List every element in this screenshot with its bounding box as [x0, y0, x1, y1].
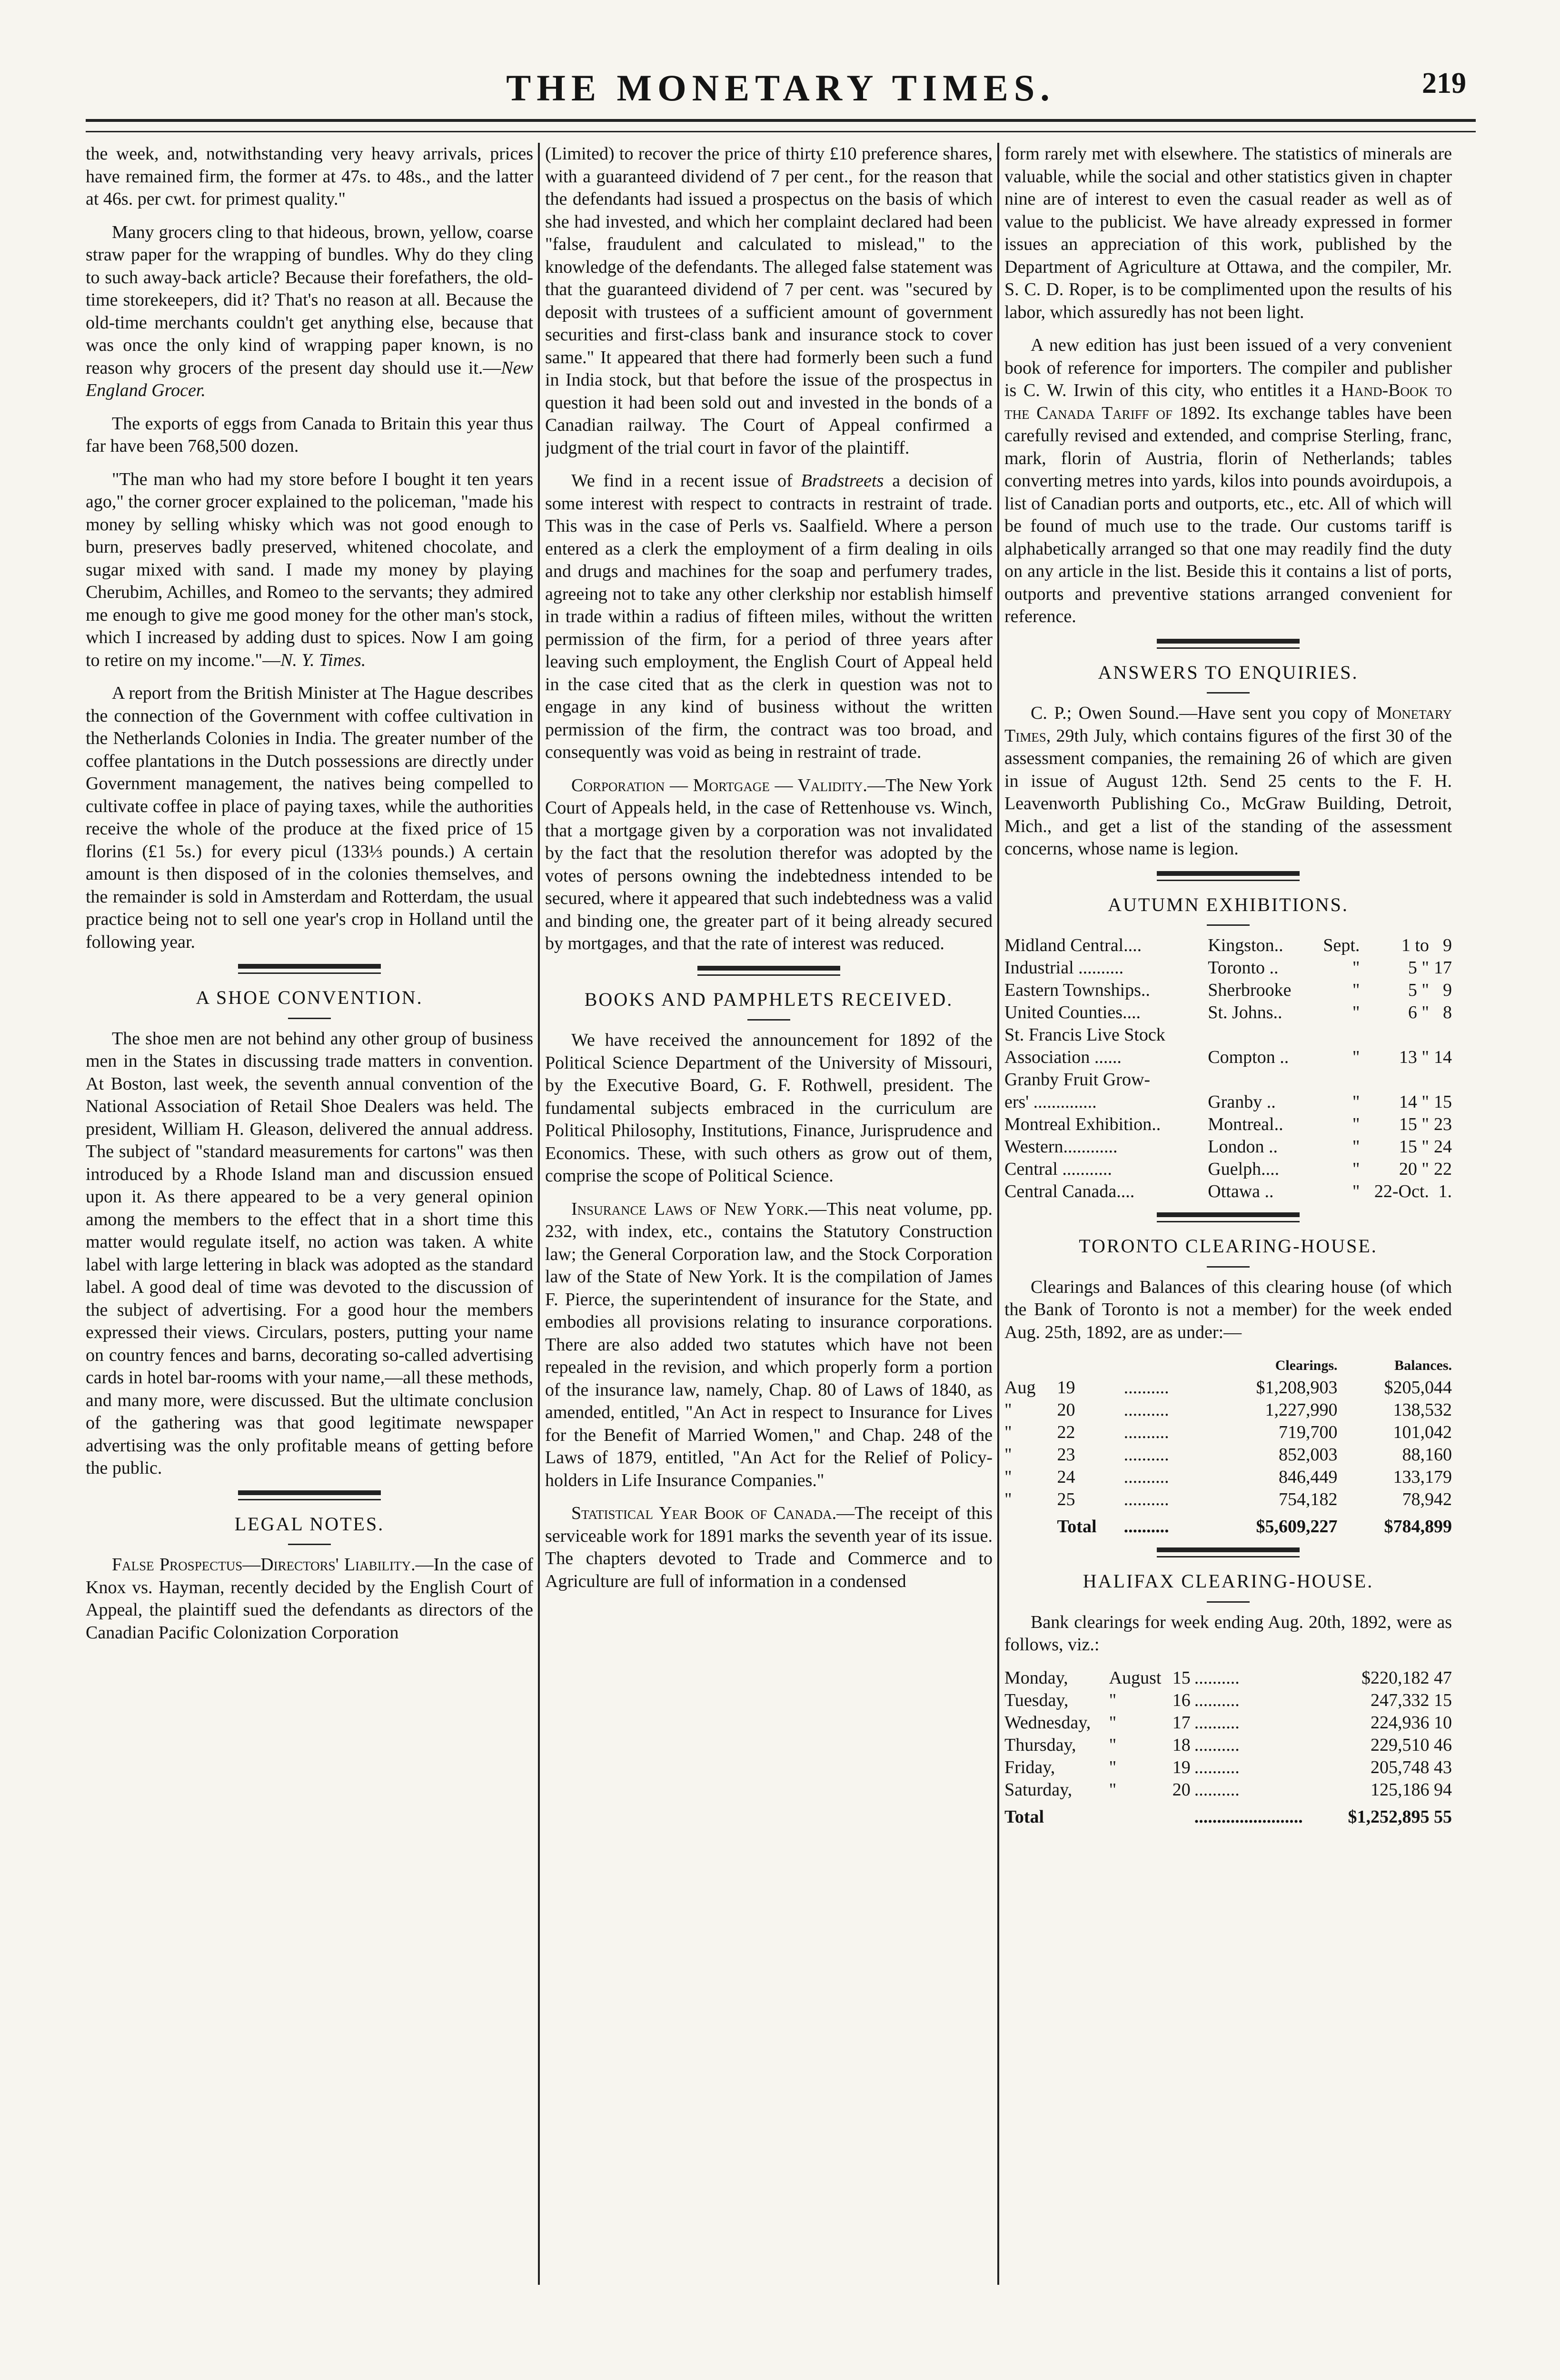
table-cell: Midland Central....	[1004, 935, 1142, 955]
header-rule-thin	[86, 131, 1476, 132]
halifax-clearing-table	[1004, 1667, 1452, 1828]
table-cell: 247,332 15	[1371, 1690, 1452, 1710]
paragraph-lead: Corporation — Mortgage — Validity.	[571, 775, 867, 795]
table-cell: 229,510 46	[1371, 1735, 1452, 1755]
paragraph-text: —The receipt of this serviceable work for 1891 marks the seventh year of its issue. The chapters devoted to Trade and Commerce and to Agriculture are full of information in a condensed	[545, 1503, 993, 1591]
table-cell: 20	[1172, 1779, 1191, 1800]
table-cell: Compton ..	[1208, 1047, 1289, 1067]
table-cell	[1172, 1801, 1194, 1828]
table-row	[1004, 1689, 1452, 1712]
publication-name: Monetary Times	[1004, 703, 1452, 746]
table-row	[1004, 1158, 1452, 1180]
table-cell: Total	[1004, 1806, 1044, 1827]
table-row	[1004, 1421, 1452, 1444]
heading-dash	[1207, 924, 1250, 926]
paragraph: The exports of eggs from Canada to Britain this year thus far have been 768,500 dozen.	[86, 413, 533, 456]
table-row	[1004, 1091, 1452, 1113]
table-cell: $1,208,903	[1256, 1378, 1338, 1398]
section-separator	[697, 966, 840, 971]
table-cell	[1004, 1511, 1057, 1538]
section-separator-thin	[1157, 1556, 1300, 1557]
section-separator	[1157, 871, 1300, 876]
section-separator-thin	[1157, 880, 1300, 881]
column-header: Clearings.	[1275, 1358, 1338, 1373]
paragraph: (Limited) to recover the price of thirty £10 preference shares, with a guaranteed dividend of 7 per cent., for the reason that the defendants had issued a prospectus on the basis of which she had invested, and which her complaint declared had been "false, fraudulent and calculated to mislead," to the knowledge of the defendants. The alleged false statement was that the guaranteed dividend of 7 per cent. was "secured by deposit with trustees of a sufficient amount of government securities and first-class bank and insurance stock to cover same." It appeared that there had formerly been such a fund in India stock, but that before the issue of the prospectus in question it had been sold out and invested in the bonds of a Canadian railway. The Court of Appeal confirmed a judgment of the trial court in favor of the plaintiff.	[545, 144, 993, 458]
section-separator	[1157, 1212, 1300, 1217]
table-row	[1004, 1734, 1452, 1756]
paragraph-text: —In the case of Knox vs. Hayman, recently decided by the English Court of Appeal, the plaintiff sued the defendants as directors of the Canadian Pacific Colonization Corporation	[86, 1555, 533, 1643]
table-cell: 101,042	[1393, 1422, 1452, 1442]
table-cell: ..........	[1123, 1400, 1169, 1420]
table-cell: 15 "	[1399, 1114, 1429, 1134]
paragraph: We have received the announcement for 1892 of the Political Science Department of the University of Missouri, by the Executive Board, G. F. Rothwell, president. The fundamental subjects embraced in the curriculum are Political Philosophy, Institutions, Finance, Jurisprudence and Economics. These, with such others as grow out of them, comprise the scope of Political Science.	[545, 1030, 993, 1186]
table-cell: Industrial ..........	[1004, 958, 1124, 978]
table-cell: Montreal Exhibition..	[1004, 1114, 1161, 1134]
column-divider	[997, 143, 999, 2285]
section-heading: AUTUMN EXHIBITIONS.	[1108, 893, 1349, 915]
table-cell: ..........	[1194, 1667, 1240, 1688]
table-cell: Central ...........	[1004, 1159, 1112, 1179]
paragraph	[545, 470, 993, 764]
table-cell: $784,899	[1384, 1517, 1452, 1537]
table-row	[1004, 1377, 1452, 1399]
table-row	[1004, 1113, 1452, 1136]
paragraph-text: C. P.; Owen Sound.—Have sent you copy of	[1031, 703, 1376, 723]
table-cell: Kingston..	[1208, 935, 1283, 955]
source-citation: New England Grocer.	[86, 357, 533, 400]
heading-dash	[1207, 1601, 1250, 1603]
table-cell	[1313, 1069, 1360, 1091]
table-cell: 19	[1172, 1757, 1191, 1777]
publication-name: Bradstreets	[801, 471, 884, 491]
paragraph-text: A new edition has just been issued of a very convenient book of reference for importers. The compiler and publisher is C. W. Irwin of this city, who entitles it a	[1004, 335, 1452, 400]
table-cell: 24	[1057, 1467, 1075, 1487]
column-2	[545, 143, 993, 2285]
table-row	[1004, 1002, 1452, 1024]
paragraph: A report from the British Minister at The Hague describes the connection of the Government with coffee cultivation in the Netherlands Colonies in India. The greater number of the coffee plantations in the Dutch possessions are directly under Government management, the natives being compelled to cultivate coffee in place of paying taxes, while the authorities receive the whole of the produce at the fixed price of 15 florins (£1 5s.) for every picul (133⅓ pounds.) A certain amount is then disposed of in the colonies themselves, and the remainder is sold in Amsterdam and Rotterdam, the usual practice being not to sell one year's crop in Holland until the following year.	[86, 683, 533, 952]
table-row	[1004, 1712, 1452, 1734]
table-cell: $5,609,227	[1256, 1517, 1338, 1537]
table-cell: 23	[1057, 1445, 1075, 1465]
table-cell: 1.	[1438, 1181, 1452, 1201]
table-cell	[1360, 1024, 1429, 1046]
table-cell: 8	[1443, 1002, 1452, 1022]
table-cell: Monday,	[1004, 1667, 1068, 1688]
table-cell: 78,942	[1402, 1489, 1452, 1509]
section-separator-thin	[238, 972, 381, 974]
table-cell: St. Francis Live Stock	[1004, 1025, 1165, 1045]
table-cell: Sherbrooke	[1208, 980, 1292, 1000]
paragraph	[1004, 702, 1452, 861]
table-cell: "	[1352, 1114, 1360, 1134]
table-cell: "	[1352, 1181, 1360, 1201]
table-cell: Saturday,	[1004, 1779, 1073, 1800]
table-cell	[1429, 1024, 1452, 1046]
table-cell	[1109, 1801, 1172, 1828]
paragraph	[545, 774, 993, 955]
table-row	[1004, 1488, 1452, 1511]
table-cell	[1208, 1069, 1313, 1091]
heading-dash	[288, 1544, 331, 1545]
table-cell: "	[1004, 1400, 1012, 1420]
section-heading: BOOKS AND PAMPHLETS RECEIVED.	[584, 988, 954, 1010]
masthead	[86, 48, 1476, 119]
page-number: 219	[1422, 67, 1466, 99]
table-cell: 5 "	[1408, 958, 1429, 978]
table-cell: $220,182 47	[1361, 1667, 1452, 1688]
section-separator	[1157, 639, 1300, 644]
table-cell: Toronto ..	[1208, 958, 1279, 978]
table-cell: Sept.	[1323, 935, 1360, 955]
table-cell: 138,532	[1393, 1400, 1452, 1420]
paragraph: Bank clearings for week ending Aug. 20th, 1892, were as follows, viz.:	[1004, 1612, 1452, 1655]
table-row	[1004, 1180, 1452, 1203]
table-cell: Friday,	[1004, 1757, 1055, 1777]
section-heading: A SHOE CONVENTION.	[196, 987, 423, 1008]
heading-dash	[1207, 692, 1250, 694]
column-divider	[538, 143, 540, 2285]
table-cell: 852,003	[1279, 1445, 1338, 1465]
table-cell: "	[1352, 1092, 1360, 1112]
table-cell: 23	[1434, 1114, 1452, 1134]
table-cell: 719,700	[1279, 1422, 1338, 1442]
paragraph-text: a decision of some interest with respect to contracts in restraint of trade. This was in the case of Perls vs. Saalfield. Where a person entered as a clerk the employment of a firm dealing in oils and drugs and machines for the soap and perfumery trades, agreeing not to take any other clerkship nor establish himself in trade within a radius of fifteen miles, without the written permission of the firm, for a period of three years after leaving such employment, the English Court of Appeal held in the case cited that as the clerk in question was not to engage in any kind of business without the written permission of the firm, the contract was too broad, and consequently was void as being in restraint of trade.	[545, 471, 993, 762]
table-cell: 13 "	[1399, 1047, 1429, 1067]
table-cell: 24	[1434, 1137, 1452, 1157]
table-row	[1004, 957, 1452, 979]
paragraph: The shoe men are not behind any other group of business men in the States in discussing trade matters in convention. At Boston, last week, the seventh annual convention of the National Association of Retail Shoe Dealers was held. The president, William H. Gleason, delivered the annual address. The subject of "standard measurements for cartons" was then introduced by a Rhode Island man and discussion ensued upon it. As there appeared to be a very general opinion among the members to the effect that in a short time this matter would regulate itself, no action was taken. A white label with large lettering in black was adopted as the standard label. A good deal of time was devoted to the discussion of the subject of advertising. For a good hour the members expressed their views. Circulars, posters, putting your name on country fences and barns, decorating so-called advertising cards in hotel bar-rooms with your name,—all these methods, and many more, were discussed. But the ultimate conclusion of the gathering was that good legitimate newspaper advertising was the only profitable means of getting before the public.	[86, 1028, 533, 1478]
table-cell: 133,179	[1393, 1467, 1452, 1487]
table-cell: 22	[1057, 1422, 1075, 1442]
table-cell	[1313, 1024, 1360, 1046]
table-row	[1004, 1046, 1452, 1069]
table-cell: Total	[1057, 1517, 1097, 1537]
table-cell: ..........	[1123, 1422, 1169, 1442]
heading-dash	[288, 1018, 331, 1019]
table-cell: "	[1004, 1422, 1012, 1442]
table-cell: 88,160	[1402, 1445, 1452, 1465]
table-cell: 15	[1434, 1092, 1452, 1112]
table-cell: ..........	[1194, 1712, 1240, 1733]
paragraph-text: "The man who had my store before I bought it ten years ago," the corner grocer explained to the policeman, "made his money by selling whisky which was not good enough to burn, preserves badly preserved, whitened chocolate, and sugar mixed with sand. I made my money by playing Cherubim, Achilles, and Romeo to the servants; they admired me enough to give me good money for the other man's stock, which I increased by adding dust to spices. Now I am going to retire on my income."—	[86, 469, 533, 670]
table-cell: 20 "	[1399, 1159, 1429, 1179]
table-cell: 5 "	[1408, 980, 1429, 1000]
table-cell: ..........	[1123, 1517, 1169, 1537]
table-cell: "	[1352, 1047, 1360, 1067]
table-cell: "	[1352, 1002, 1360, 1022]
section-separator-thin	[1157, 1221, 1300, 1222]
table-cell: Western............	[1004, 1137, 1118, 1157]
source-citation: N. Y. Times.	[280, 650, 366, 670]
table-cell: 19	[1057, 1378, 1075, 1398]
table-cell: 125,186 94	[1371, 1779, 1452, 1800]
table-cell: 20	[1057, 1400, 1075, 1420]
table-cell: "	[1109, 1735, 1117, 1755]
table-cell: 22	[1434, 1159, 1452, 1179]
column-3	[1004, 143, 1452, 2285]
column-header: Balances.	[1394, 1358, 1452, 1373]
table-cell: "	[1109, 1690, 1117, 1710]
section-separator	[238, 964, 381, 969]
table-cell: "	[1352, 980, 1360, 1000]
table-cell: 25	[1057, 1489, 1075, 1509]
table-row	[1004, 1801, 1452, 1828]
table-cell: "	[1352, 1137, 1360, 1157]
paragraph: Clearings and Balances of this clearing house (of which the Bank of Toronto is not a member) for the week ended Aug. 25th, 1892, are as under:—	[1004, 1277, 1452, 1342]
paragraph-text: We find in a recent issue of	[571, 471, 801, 491]
table-cell: "	[1004, 1467, 1012, 1487]
paragraph: the week, and, notwithstanding very heavy arrivals, prices have remained firm, the former at 47s. to 48s., and the latter at 46s. per cwt. for primest quality."	[86, 144, 533, 209]
table-row	[1004, 1399, 1452, 1421]
table-cell: ..........	[1194, 1757, 1240, 1777]
table-cell: 14	[1434, 1047, 1452, 1067]
table-cell: August	[1109, 1667, 1162, 1688]
table-cell: "	[1352, 1159, 1360, 1179]
toronto-clearing-table	[1004, 1354, 1452, 1538]
table-cell: "	[1109, 1712, 1117, 1733]
table-cell: Thursday,	[1004, 1735, 1076, 1755]
table-cell: 754,182	[1279, 1489, 1338, 1509]
table-cell: 9	[1443, 935, 1452, 955]
table-row	[1004, 1756, 1452, 1779]
table-cell	[1429, 1069, 1452, 1091]
heading-dash	[747, 1019, 790, 1021]
section-separator-thin	[238, 1499, 381, 1500]
paragraph-text: , 29th July, which contains figures of the first 30 of the assessment companies, the remaining 26 of which are given in issue of August 12th. Send 25 cents to the F. H. Leavenworth Publishing Co., McGraw Building, Detroit, Mich., and get a list of the standing of the assessment concerns, whose name is legion.	[1004, 725, 1452, 859]
table-cell: "	[1109, 1779, 1117, 1800]
table-row	[1004, 934, 1452, 957]
table-cell: Eastern Townships..	[1004, 980, 1150, 1000]
table-row	[1004, 1069, 1452, 1091]
table-cell: ..........	[1123, 1489, 1169, 1509]
paragraph	[545, 1198, 993, 1492]
paragraph-text: —The New York Court of Appeals held, in the case of Rettenhouse vs. Winch, that a mortgage given by a corporation was not invalidated by the fact that the resolution therefor was adopted by the votes of persons owning the indebtedness intended to be secured, where it appeared that such indebtedness was a valid and binding one, the greater part of it being already secured by mortgages, and that the rate of interest was reduced.	[545, 775, 993, 953]
paragraph	[86, 221, 533, 402]
section-separator-thin	[697, 974, 840, 976]
paragraph	[1004, 334, 1452, 628]
paragraph-lead: Insurance Laws of New York.	[571, 1199, 809, 1219]
table-cell: St. Johns..	[1208, 1002, 1282, 1022]
paragraph-text: Its exchange tables have been carefully revised and extended, and comprise Sterling, franc, mark, florin of Austria, florin of Netherlands; tables converting metres into yards, kilos into pounds avoirdupois, a list of Canadian ports and outports, etc., etc. All of which will be found of much use to the trade. Our customs tariff is alphabetically arranged so that one may readily find the duty on any article in the list. Beside this it contains a list of ports, outports and preventive stations arranged convenient for reference.	[1004, 403, 1452, 626]
table-cell: 205,748 43	[1371, 1757, 1452, 1777]
paragraph	[86, 1554, 533, 1644]
section-heading: HALIFAX CLEARING-HOUSE.	[1083, 1570, 1374, 1592]
table-row	[1004, 1136, 1452, 1158]
heading-dash	[1207, 1266, 1250, 1268]
table-cell: "	[1352, 958, 1360, 978]
table-cell: 1 to	[1401, 935, 1429, 955]
table-cell: ..........	[1194, 1690, 1240, 1710]
table-cell: Guelph....	[1208, 1159, 1280, 1179]
table-row	[1004, 1667, 1452, 1689]
paragraph: form rarely met with elsewhere. The statistics of minerals are valuable, while the social and other statistics given in chapter nine are of interest to even the casual reader as well as of value to the publicist. We have already expressed in former issues an appreciation of this work, published by the Department of Agriculture at Ottawa, and the compiler, Mr. S. C. D. Roper, is to be complimented upon the results of his labor, which assuredly has not been light.	[1004, 144, 1452, 322]
table-row	[1004, 979, 1452, 1002]
header-rule	[86, 119, 1476, 122]
book-title: Hand-Book to the Canada Tariff of 1892.	[1004, 380, 1452, 423]
table-cell: $1,252,895 55	[1348, 1806, 1452, 1827]
paragraph-lead: False Prospectus—Directors' Liability.	[112, 1555, 416, 1575]
table-cell: Tuesday,	[1004, 1690, 1069, 1710]
table-cell: Ottawa ..	[1208, 1181, 1274, 1201]
table-cell: 846,449	[1279, 1467, 1338, 1487]
table-cell: Granby ..	[1208, 1092, 1276, 1112]
newspaper-title: THE MONETARY TIMES.	[506, 67, 1055, 109]
paragraph	[545, 1502, 993, 1593]
table-row	[1004, 1466, 1452, 1488]
table-cell: Granby Fruit Grow-	[1004, 1070, 1151, 1090]
table-cell: $205,044	[1384, 1378, 1452, 1398]
table-cell: Association ......	[1004, 1047, 1122, 1067]
section-separator	[1157, 1547, 1300, 1552]
table-cell: London ..	[1208, 1137, 1278, 1157]
table-cell: Central Canada....	[1004, 1181, 1135, 1201]
table-cell	[1208, 1024, 1313, 1046]
table-cell: ers' ..............	[1004, 1092, 1097, 1112]
table-cell: 22-Oct.	[1374, 1181, 1429, 1201]
paragraph-text: Many grocers cling to that hideous, brown, yellow, coarse straw paper for the wrapping of bundles. Why do they cling to such away-back article? Because their forefathers, the old-time storekeepers, did it? That's no reason at all. Because the old-time merchants couldn't get anything else, because that was once the only kind of wrapping paper known, is no reason why grocers of the present day should use it.—	[86, 222, 533, 378]
table-cell: 224,936 10	[1371, 1712, 1452, 1733]
table-cell: ..........	[1194, 1779, 1240, 1800]
table-cell: Aug	[1004, 1378, 1036, 1398]
table-cell: "	[1004, 1445, 1012, 1465]
table-header-row	[1004, 1354, 1452, 1377]
table-cell: ..........	[1123, 1445, 1169, 1465]
section-separator-thin	[1157, 647, 1300, 649]
section-heading: ANSWERS TO ENQUIRIES.	[1098, 661, 1359, 683]
table-cell: ..........	[1123, 1378, 1169, 1398]
table-cell: ..........	[1123, 1467, 1169, 1487]
table-cell: 17	[1172, 1712, 1191, 1733]
paragraph	[86, 468, 533, 672]
paragraph-text: —This neat volume, pp. 232, with index, etc., contains the Statutory Construction law; the General Corporation law, and the Stock Corporation law of the State of New York. It is the compilation of James F. Pierce, the superintendent of insurance for the State, and embodies all provisions relating to insurance corporations. There are also added two statutes which have not been repealed in the revision, and which properly form a portion of the insurance law, namely, Chap. 80 of Laws of 1840, as amended, entitled, "An Act in respect to Insurance for Lives for the Benefit of Married Women," and Chap. 248 of the Laws of 1879, entitled, "An Act for the Relief of Policy-holders in Life Insurance Companies."	[545, 1199, 993, 1490]
table-cell: "	[1004, 1489, 1012, 1509]
table-cell: "	[1109, 1757, 1117, 1777]
table-cell: ..........	[1194, 1735, 1240, 1755]
section-separator	[238, 1490, 381, 1495]
table-cell: 17	[1434, 958, 1452, 978]
table-cell: ........................	[1194, 1806, 1303, 1827]
column-1	[86, 143, 533, 2285]
table-cell: 15	[1172, 1667, 1191, 1688]
section-heading: TORONTO CLEARING-HOUSE.	[1079, 1235, 1378, 1257]
table-cell: Wednesday,	[1004, 1712, 1091, 1733]
table-cell: 6 "	[1408, 1002, 1429, 1022]
table-row	[1004, 1511, 1452, 1538]
table-cell: Montreal..	[1208, 1114, 1283, 1134]
table-cell	[1360, 1069, 1429, 1091]
table-cell: 16	[1172, 1690, 1191, 1710]
paragraph-lead: Statistical Year Book of Canada.	[571, 1503, 837, 1523]
table-cell: 18	[1172, 1735, 1191, 1755]
table-row	[1004, 1779, 1452, 1801]
table-row	[1004, 1024, 1452, 1046]
table-cell: 14 "	[1399, 1092, 1429, 1112]
exhibitions-table	[1004, 934, 1452, 1203]
section-heading: LEGAL NOTES.	[234, 1513, 385, 1535]
table-cell: 15 "	[1399, 1137, 1429, 1157]
table-row	[1004, 1444, 1452, 1466]
table-cell: United Counties....	[1004, 1002, 1141, 1022]
table-cell: 9	[1443, 980, 1452, 1000]
table-cell: 1,227,990	[1265, 1400, 1338, 1420]
